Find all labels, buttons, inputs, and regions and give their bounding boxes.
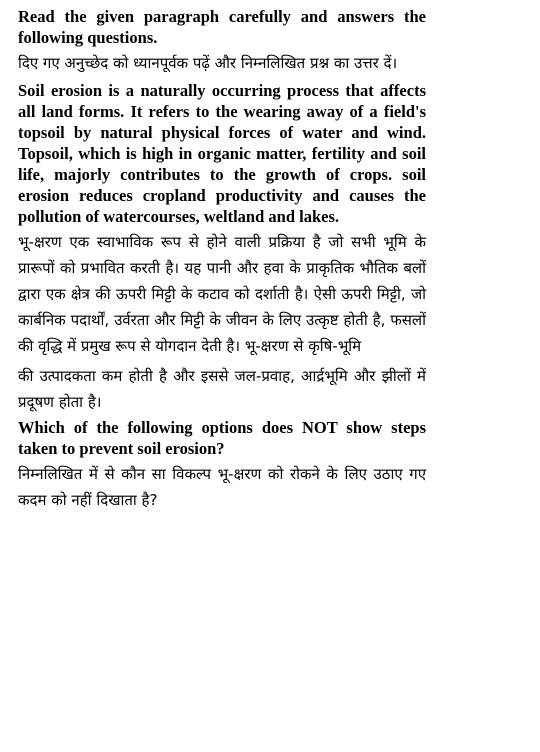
passage-english: Soil erosion is a naturally occurring process that affects all land forms. It refers to the wearing away of a field's topsoil by natural physical forces of water and wind. Topsoil, which is high in organic matter, fertility and soil life, majorly contributes to the growth of crops. soil erosion reduces cropland productivity and causes the pollution of watercourses, weltland and lakes. — [18, 81, 426, 226]
question-hindi: निम्नलिखित में से कौन सा विकल्प भू-क्षरण को रोकने के लिए उठाए गए कदम को नहीं दिखाता है? — [18, 465, 426, 509]
question-english: Which of the following options does NOT show steps taken to prevent soil erosion? — [18, 418, 426, 458]
passage-hindi-part2: की उत्पादकता कम होती है और इससे जल-प्रवाह, आर्द्रभूमि और झीलों में प्रदूषण होता है। — [18, 367, 426, 411]
instruction-english: Read the given paragraph carefully and answers the following questions. — [18, 7, 426, 47]
instruction-hindi: दिए गए अनुच्छेद को ध्यानपूर्वक पढ़ें और निम्नलिखित प्रश्न का उत्तर दें। — [18, 54, 398, 72]
question-page — [18, 6, 426, 513]
passage-hindi-part1: भू-क्षरण एक स्वाभाविक रूप से होने वाली प्रक्रिया है जो सभी भूमि के प्रारूपों को प्रभावित करती है। यह पानी और हवा के प्राकृतिक भौतिक बलों द्वारा एक क्षेत्र की ऊपरी मिट्टी के कटाव को दर्शाती है। ऐसी ऊपरी मिट्टी, जो कार्बनिक पदार्थों, उर्वरता और मिट्टी के जीवन के लिए उत्कृष्ट होती है, फसलों की वृद्धि में प्रमुख रूप से योगदान देती है। भू-क्षरण से कृषि-भूमि — [18, 233, 426, 355]
